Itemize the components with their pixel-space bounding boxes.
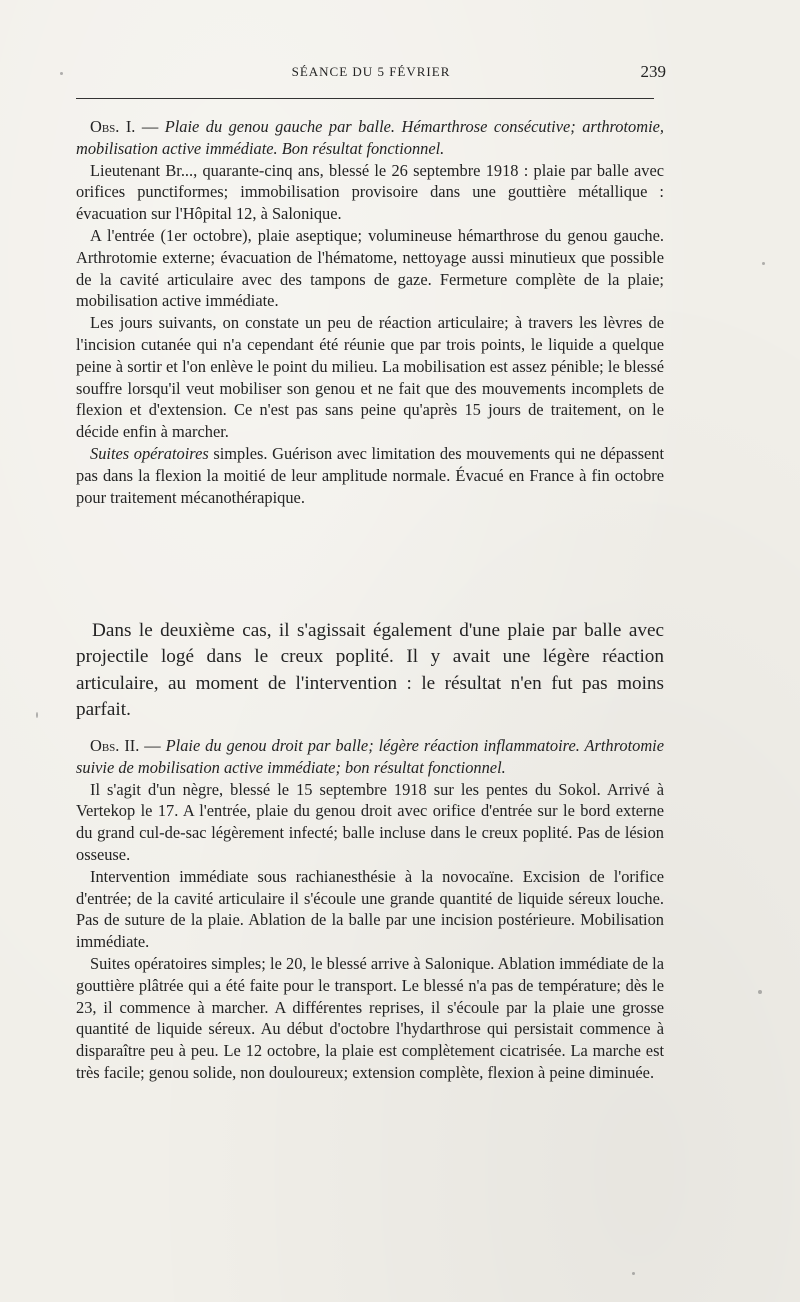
main-paragraph: Dans le deuxième cas, il s'agissait également d'une plaie par balle avec projectile logé dans le creux poplité. Il y avait une légère réaction articulaire, au moment de l'intervention : le résultat n'en fut pas moins parfait.	[76, 620, 664, 721]
paper-speck	[758, 990, 762, 994]
observation-1	[76, 116, 664, 508]
observation-1-suites-text: simples. Guérison avec limitation des mouvements qui ne dépassent pas dans la flexion la moitié de leur amplitude normale. Évacué en France à fin octobre pour traitement mécanothérapique.	[76, 443, 665, 507]
paper-speck	[762, 262, 765, 265]
observation-1-paragraph-3: Les jours suivants, on constate un peu de réaction articulaire; à travers les lèvres de l'incision cutanée qui n'a cependant été réunie que par trois points, le liquide a quelque peine à sortir et l'on enlève le point du milieu. La mobilisation est assez pénible; le blessé souffre lorsqu'il veut mobiliser son genou et ne fait que des mouvements incomplets de flexion et d'extension. Ce n'est pas sans peine qu'après 15 jours de traitement, on le décide enfin à marcher.	[76, 313, 664, 442]
observation-2-title: Plaie du genou droit par balle; légère réaction inflammatoire. Arthrotomie suivie de mobilisation active immédiate; bon résultat fonctionnel.	[76, 736, 664, 777]
observation-1-title: Plaie du genou gauche par balle. Hémarthrose consécutive; arthrotomie, mobilisation active immédiate. Bon résultat fonctionnel.	[76, 117, 664, 158]
observation-2-paragraph-2: Intervention immédiate sous rachianesthésie à la novocaïne. Excision de l'orifice d'entrée; de la cavité articulaire il s'écoule une grande quantité de liquide séreux louche. Pas de suture de la plaie. Ablation de la balle par une incision postérieure. Mobilisation immédiate.	[76, 866, 664, 952]
running-title: SÉANCE DU 5 FÉVRIER	[291, 64, 451, 79]
observation-2-heading	[76, 735, 664, 779]
observation-1-dash: —	[135, 117, 165, 136]
page-number: 239	[640, 62, 666, 81]
observation-2-paragraph-1: Il s'agit d'un nègre, blessé le 15 septembre 1918 sur les pentes du Sokol. Arrivé à Vertekop le 17. A l'entrée, plaie du genou droit avec orifice d'entrée sur le bord externe du grand cul-de-sac légèrement infecté; balle incluse dans le creux poplité. Pas de lésion osseuse.	[76, 779, 664, 864]
paper-speck	[632, 1272, 635, 1275]
observation-1-heading	[76, 116, 664, 160]
observation-1-paragraph-4	[76, 443, 664, 508]
observation-1-paragraph-2: A l'entrée (1er octobre), plaie aseptique; volumineuse hémarthrose du genou gauche. Arthrotomie externe; évacuation de l'hématome, nettoyage aussi minutieux que possible de la cavité articulaire avec des tampons de gaze. Fermeture complète de la plaie; mobilisation active immédiate.	[76, 225, 664, 311]
paper-speck	[36, 712, 38, 718]
observation-1-paragraph-1: Lieutenant Br..., quarante-cinq ans, blessé le 26 septembre 1918 : plaie par balle avec orifices punctiformes; immobilisation provisoire dans une gouttière métallique : évacuation sur l'Hôpital 12, à Salonique.	[76, 160, 664, 224]
observation-2	[76, 735, 664, 1084]
main-text	[76, 618, 664, 724]
paper-speck	[60, 72, 63, 75]
page-header	[76, 62, 666, 84]
observation-2-paragraph-3: Suites opératoires simples; le 20, le blessé arrive à Salonique. Ablation immédiate de la gouttière plâtrée qui a été faite pour le transport. Le blessé n'a pas de température; dès le 23, il commence à marcher. A différentes reprises, il s'écoule par la plaie une grosse quantité de liquide séreux. Au début d'octobre l'hydarthrose qui persistait commence à disparaître peu à peu. Le 12 octobre, la plaie est complètement cicatrisée. La marche est très facile; genou solide, non douloureux; extension complète, flexion à peine diminuée.	[76, 953, 664, 1082]
observation-1-label: Obs. I.	[90, 117, 136, 136]
header-rule	[76, 98, 654, 99]
observation-2-label: Obs. II.	[90, 736, 140, 755]
observation-2-dash: —	[139, 736, 166, 755]
observation-1-suites-label: Suites opératoires	[90, 443, 209, 463]
